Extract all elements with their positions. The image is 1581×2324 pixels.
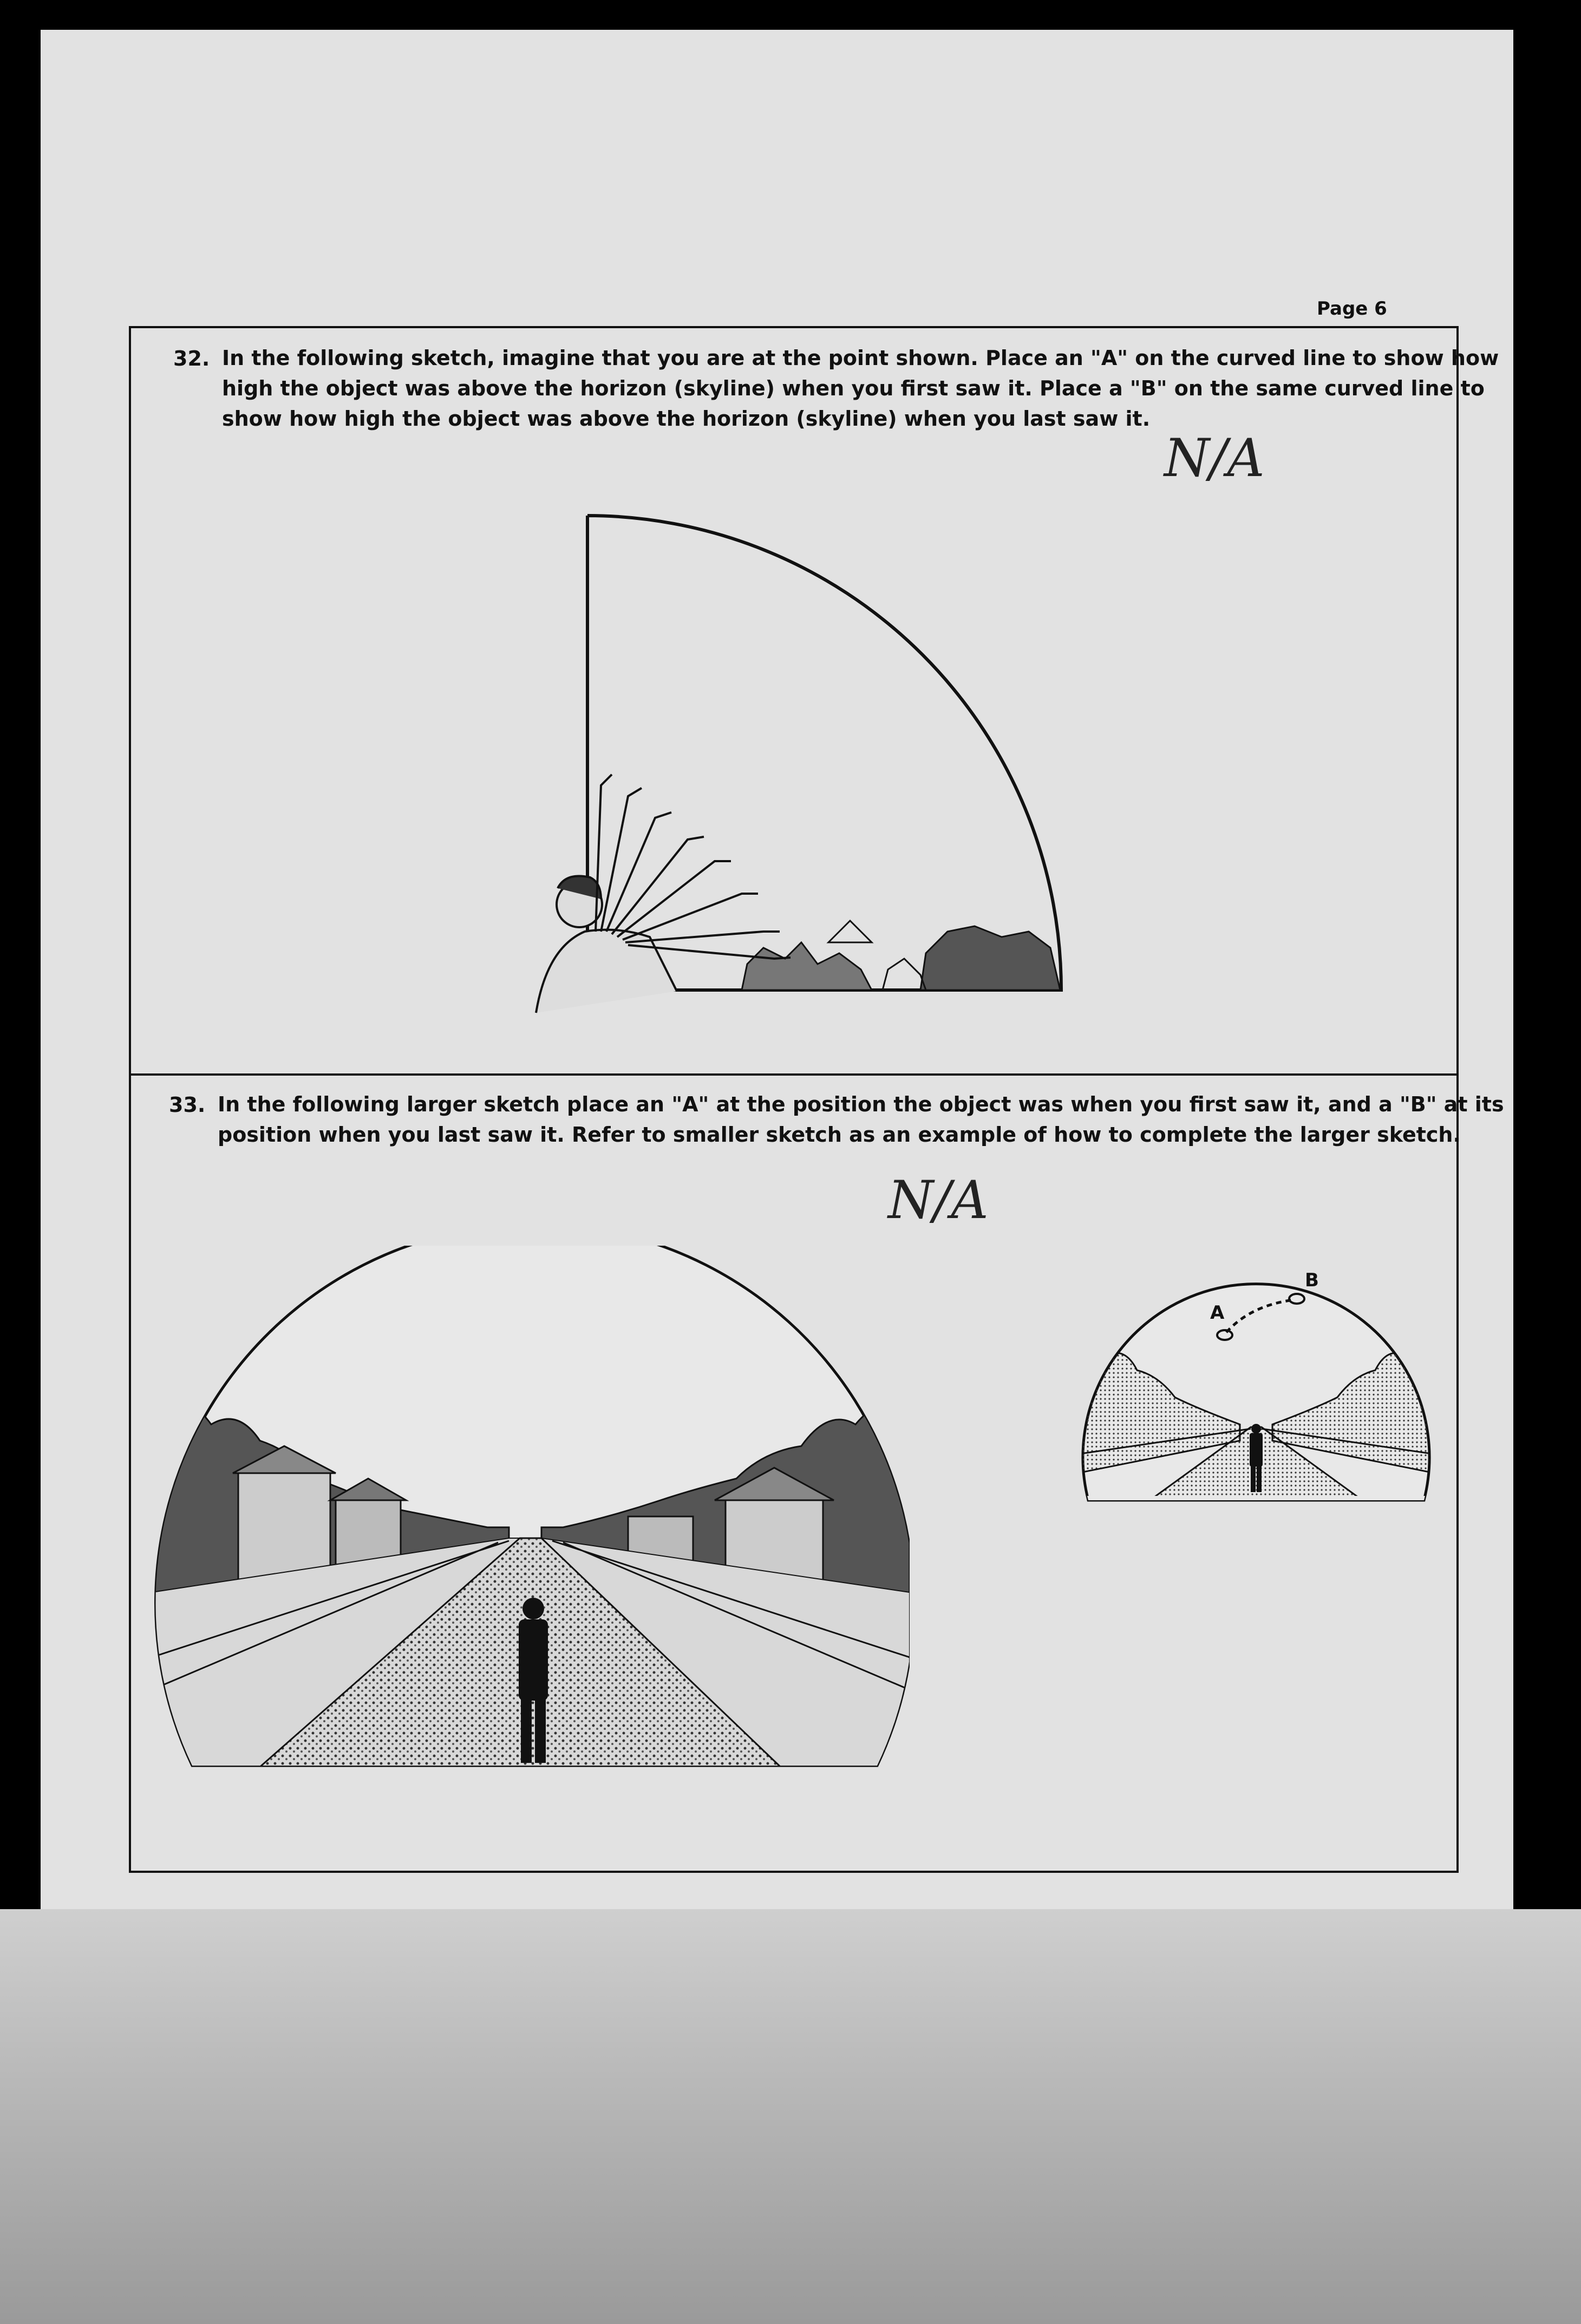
- question-33-line-1: In the following larger sketch place an "A" at the position the object was when you first saw it, and a "B" at its: [218, 1092, 1504, 1116]
- question-32-number: 32.: [173, 347, 210, 370]
- question-32-line-1: In the following sketch, imagine that you are at the point shown. Place an "A" on the curved line to show how: [222, 346, 1499, 370]
- question-32-line-3: show how high the object was above the horizon (skyline) when you last saw it.: [222, 407, 1151, 431]
- example-label-b: B: [1305, 1270, 1319, 1291]
- treeline-skyline: [742, 921, 1060, 990]
- page-number: Page 6: [1317, 298, 1387, 320]
- question-33-number: 33.: [169, 1093, 206, 1117]
- example-label-a: A: [1210, 1302, 1225, 1324]
- question-32-line-2: high the object was above the horizon (skyline) when you first saw it. Place a "B" on the same curved line to: [222, 376, 1485, 400]
- question-33-line-2: position when you last saw it. Refer to smaller sketch as an example of how to complete the larger sketch.: [218, 1123, 1461, 1147]
- quarter-arc[interactable]: [587, 516, 1061, 990]
- section-divider: [129, 1073, 1456, 1076]
- question-33-handwritten-answer: N/A: [888, 1170, 989, 1231]
- film-margin: [0, 1909, 1581, 2324]
- large-street-sketch: [152, 1246, 910, 1776]
- quarter-circle-sketch: [514, 504, 1083, 1024]
- example-sketch: [1077, 1246, 1435, 1506]
- question-32-handwritten-answer: N/A: [1164, 428, 1265, 489]
